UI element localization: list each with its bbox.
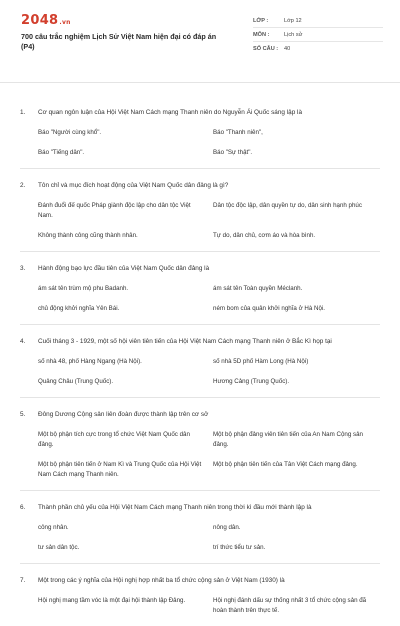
option-grid [20,523,380,563]
meta-panel [253,14,383,55]
answer-option[interactable]: số nhà 5D phố Hàm Long (Hà Nội) [213,358,309,365]
answer-option[interactable]: Báo "Sự thật". [213,149,253,156]
answer-option[interactable]: Dân tộc độc lập, dân quyền tự do, dân sinh hạnh phúc [213,202,362,209]
answer-option[interactable]: chủ động khởi nghĩa Yên Bái. [38,305,120,312]
answer-option[interactable]: Báo "Thanh niên", [213,129,263,136]
meta-row-subject [253,28,383,42]
logo-text: 2048 [21,13,59,28]
meta-label: LỚP : [253,17,269,24]
answer-option[interactable]: trí thức tiểu tư sản. [213,544,266,551]
question-item [0,86,400,169]
question-divider [20,251,380,252]
question-item [0,410,400,491]
question-number: 2. [20,182,26,189]
answer-option[interactable]: Quảng Châu (Trung Quốc). [38,378,114,385]
question-text [20,503,380,513]
answer-option[interactable]: Một bộ phận tích cực trong tổ chức Việt Nam Quốc dân đảng. [38,431,190,448]
question-number: 7. [20,577,26,584]
site-logo[interactable] [21,13,71,28]
question-body: Thành phần chủ yếu của Hội Việt Nam Cách mạng Thanh niên trong thời kì đầu mới thành lập là [38,504,312,511]
logo-suffix: .vn [59,19,71,26]
answer-option[interactable]: tư sản dân tộc. [38,544,80,551]
answer-option[interactable]: Một bộ phận tiên tiến ở Nam Kì và Trung Quốc của Hội Việt Nam Cách mạng Thanh niên. [38,461,202,478]
answer-option[interactable]: ném bom của quân khởi nghĩa ở Hà Nội. [213,305,325,312]
answer-option[interactable]: Tự do, dân chủ, cơm áo và hòa bình. [213,232,316,239]
option-grid [20,201,380,251]
header-divider [0,82,400,83]
answer-option[interactable]: nông dân. [213,524,241,531]
question-divider [20,563,380,564]
question-text [20,410,380,420]
question-item [0,264,400,325]
option-grid [20,128,380,168]
question-body: Cuối tháng 3 - 1929, một số hội viên tiên tiến của Hội Việt Nam Cách mạng Thanh niên ở Bắc Kì họp tại [38,338,332,345]
question-number: 1. [20,109,26,116]
meta-value: Lớp 12 [284,17,302,24]
question-text [20,264,380,274]
question-number: 3. [20,265,26,272]
question-divider [20,490,380,491]
answer-option[interactable]: Hội nghị đánh dấu sự thống nhất 3 tổ chức cộng sản đã hoàn thành trên thực tế. [213,597,367,614]
answer-option[interactable]: Báo "Người cùng khổ". [38,129,102,136]
question-body: Cơ quan ngôn luận của Hội Việt Nam Cách mạng Thanh niên do Nguyễn Ái Quốc sáng lập là [38,109,303,116]
answer-option[interactable]: Hương Cảng (Trung Quốc). [213,378,290,385]
question-divider [20,168,380,169]
question-body: Tôn chỉ và mục đích hoạt động của Việt Nam Quốc dân đảng là gì? [38,182,229,189]
page-title: 700 câu trắc nghiệm Lịch Sử Việt Nam hiện đại có đáp án (P4) [21,32,217,51]
question-item [0,181,400,252]
question-divider [20,397,380,398]
answer-option[interactable]: Một bộ phận tiên tiến của Tân Việt Cách mạng đảng. [213,461,358,468]
answer-option[interactable]: Đánh đuổi đế quốc Pháp giành độc lập cho dân tộc Việt Nam. [38,202,191,219]
question-number: 6. [20,504,26,511]
answer-option[interactable]: Không thành công cũng thành nhân. [38,232,138,239]
question-body: Đông Dương Cộng sản liên đoàn được thành lập trên cơ sở [38,411,209,418]
option-grid [20,596,380,626]
question-item [0,576,400,626]
question-body: Một trong các ý nghĩa của Hội nghị hợp nhất ba tổ chức cộng sản ở Việt Nam (1930) là [38,577,285,584]
question-number: 5. [20,411,26,418]
question-text [20,576,380,586]
option-grid [20,357,380,397]
meta-row-class [253,14,383,28]
question-number: 4. [20,338,26,345]
answer-option[interactable]: Hội nghị mang tầm vóc là một đại hội thành lập Đảng. [38,597,186,604]
answer-option[interactable]: ám sát tên Toàn quyền Méclanh. [213,285,303,292]
answer-option[interactable]: công nhân. [38,524,69,531]
option-grid [20,284,380,324]
meta-value: 40 [284,45,291,52]
meta-value: Lịch sử [284,31,303,38]
question-text [20,108,380,118]
question-item [0,337,400,398]
answer-option[interactable]: Báo "Tiếng dân". [38,149,85,156]
question-body: Hành động bạo lực đầu tiên của Việt Nam Quốc dân đảng là [38,265,210,272]
page-header [0,0,400,70]
question-list [0,86,400,626]
question-text [20,337,380,347]
answer-option[interactable]: số nhà 48, phố Hàng Ngang (Hà Nội). [38,358,142,365]
answer-option[interactable]: Một bộ phận đảng viên tiên tiến của An Nam Cộng sản đảng. [213,431,363,448]
answer-option[interactable]: ám sát tên trùm mộ phu Badanh. [38,285,129,292]
meta-row-count [253,42,383,55]
question-text [20,181,380,191]
question-divider [20,324,380,325]
meta-label: SỐ CÂU : [253,45,279,52]
question-item [0,503,400,564]
option-grid [20,430,380,490]
meta-label: MÔN : [253,31,270,38]
